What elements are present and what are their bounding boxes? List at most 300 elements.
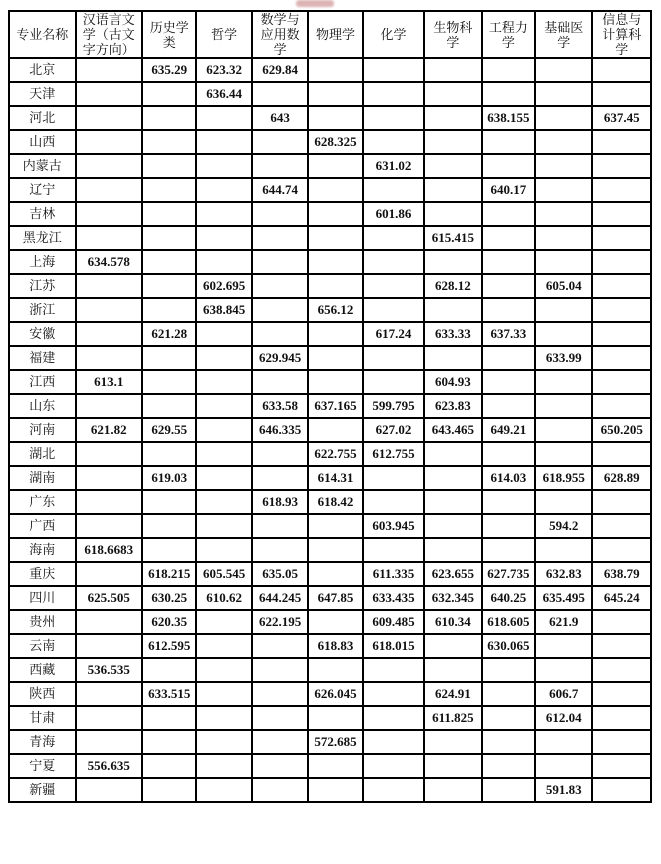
score-cell: [252, 778, 308, 802]
province-cell: 天津: [9, 82, 76, 106]
score-cell: [424, 250, 481, 274]
score-cell: 630.065: [482, 634, 535, 658]
province-cell: 陕西: [9, 682, 76, 706]
score-cell: [535, 226, 592, 250]
score-cell: 611.825: [424, 706, 481, 730]
score-cell: [76, 298, 143, 322]
score-cell: [535, 634, 592, 658]
score-cell: 629.945: [252, 346, 308, 370]
score-cell: [196, 490, 251, 514]
score-cell: [535, 250, 592, 274]
score-cell: 625.505: [76, 586, 143, 610]
province-cell: 山西: [9, 130, 76, 154]
score-cell: [535, 58, 592, 82]
score-cell: 621.82: [76, 418, 143, 442]
table-row: [9, 82, 651, 106]
score-cell: [76, 274, 143, 298]
score-cell: [592, 538, 651, 562]
province-cell: 宁夏: [9, 754, 76, 778]
table-row: [9, 394, 651, 418]
column-header: 化学: [363, 11, 424, 58]
score-cell: 638.845: [196, 298, 251, 322]
table-row: [9, 202, 651, 226]
score-cell: 618.93: [252, 490, 308, 514]
score-cell: [252, 706, 308, 730]
table-row: [9, 538, 651, 562]
score-cell: [424, 514, 481, 538]
score-cell: [252, 754, 308, 778]
score-cell: 644.74: [252, 178, 308, 202]
province-cell: 北京: [9, 58, 76, 82]
table-row: [9, 658, 651, 682]
score-cell: [592, 682, 651, 706]
province-cell: 河北: [9, 106, 76, 130]
province-cell: 新疆: [9, 778, 76, 802]
score-cell: [482, 250, 535, 274]
score-cell: [308, 346, 362, 370]
province-cell: 河南: [9, 418, 76, 442]
score-cell: 620.35: [142, 610, 196, 634]
province-cell: 辽宁: [9, 178, 76, 202]
province-cell: 内蒙古: [9, 154, 76, 178]
score-cell: 643: [252, 106, 308, 130]
score-cell: 594.2: [535, 514, 592, 538]
province-cell: 贵州: [9, 610, 76, 634]
score-cell: [592, 514, 651, 538]
table-row: [9, 514, 651, 538]
province-cell: 甘肃: [9, 706, 76, 730]
column-header: 数学与应用数学: [252, 11, 308, 58]
province-cell: 浙江: [9, 298, 76, 322]
score-cell: [76, 466, 143, 490]
score-cell: [196, 202, 251, 226]
score-cell: [252, 154, 308, 178]
score-cell: 635.495: [535, 586, 592, 610]
table-row: [9, 586, 651, 610]
table-row: [9, 562, 651, 586]
table-row: [9, 130, 651, 154]
score-cell: [424, 82, 481, 106]
score-cell: [196, 370, 251, 394]
column-header: 历史学类: [142, 11, 196, 58]
table-row: [9, 778, 651, 802]
score-cell: [535, 202, 592, 226]
score-cell: [196, 106, 251, 130]
score-cell: [482, 226, 535, 250]
score-cell: 614.31: [308, 466, 362, 490]
score-cell: 631.02: [363, 154, 424, 178]
score-cell: [308, 322, 362, 346]
column-header: 生物科学: [424, 11, 481, 58]
score-cell: [308, 658, 362, 682]
province-cell: 云南: [9, 634, 76, 658]
score-cell: [592, 370, 651, 394]
score-cell: [196, 130, 251, 154]
score-cell: [424, 466, 481, 490]
red-smudge-artifact: [296, 0, 334, 7]
province-cell: 上海: [9, 250, 76, 274]
province-cell: 安徽: [9, 322, 76, 346]
score-cell: [308, 514, 362, 538]
score-cell: 623.655: [424, 562, 481, 586]
score-cell: [308, 274, 362, 298]
score-cell: 609.485: [363, 610, 424, 634]
score-cell: [252, 682, 308, 706]
score-cell: [76, 58, 143, 82]
score-cell: [142, 226, 196, 250]
score-cell: [308, 754, 362, 778]
province-cell: 山东: [9, 394, 76, 418]
score-cell: [482, 394, 535, 418]
score-cell: [592, 634, 651, 658]
score-cell: [196, 250, 251, 274]
score-cell: 610.34: [424, 610, 481, 634]
table-row: [9, 610, 651, 634]
score-cell: [142, 178, 196, 202]
score-cell: 610.62: [196, 586, 251, 610]
score-cell: 617.24: [363, 322, 424, 346]
score-cell: [592, 226, 651, 250]
table-row: [9, 58, 651, 82]
score-cell: [535, 106, 592, 130]
score-cell: [76, 490, 143, 514]
score-cell: [592, 274, 651, 298]
score-cell: 633.33: [424, 322, 481, 346]
table-row: [9, 490, 651, 514]
province-cell: 海南: [9, 538, 76, 562]
score-cell: [424, 778, 481, 802]
score-cell: [363, 682, 424, 706]
score-cell: [424, 130, 481, 154]
score-cell: [308, 178, 362, 202]
column-header: 汉语言文学（古文字方向）: [76, 11, 143, 58]
score-cell: 644.245: [252, 586, 308, 610]
score-cell: [196, 322, 251, 346]
score-cell: [592, 442, 651, 466]
score-cell: [363, 250, 424, 274]
score-cell: [308, 538, 362, 562]
score-cell: [535, 370, 592, 394]
score-cell: [482, 658, 535, 682]
score-cell: [252, 322, 308, 346]
province-cell: 重庆: [9, 562, 76, 586]
score-cell: [482, 154, 535, 178]
score-cell: [482, 514, 535, 538]
score-cell: [142, 250, 196, 274]
score-cell: 629.55: [142, 418, 196, 442]
score-cell: 624.91: [424, 682, 481, 706]
score-cell: [252, 82, 308, 106]
table-row: [9, 346, 651, 370]
score-cell: 645.24: [592, 586, 651, 610]
score-cell: [308, 706, 362, 730]
score-cell: [142, 514, 196, 538]
score-cell: [592, 754, 651, 778]
score-cell: [592, 346, 651, 370]
score-cell: [196, 418, 251, 442]
score-cell: [196, 154, 251, 178]
score-cell: [592, 706, 651, 730]
score-cell: 635.29: [142, 58, 196, 82]
score-cell: 601.86: [363, 202, 424, 226]
score-cell: [142, 442, 196, 466]
score-cell: [142, 130, 196, 154]
score-cell: 630.25: [142, 586, 196, 610]
score-cell: 599.795: [363, 394, 424, 418]
score-cell: [76, 346, 143, 370]
score-cell: 628.89: [592, 466, 651, 490]
score-cell: [76, 394, 143, 418]
score-cell: 623.32: [196, 58, 251, 82]
province-cell: 江西: [9, 370, 76, 394]
table-row: [9, 418, 651, 442]
score-cell: 605.545: [196, 562, 251, 586]
score-cell: [196, 538, 251, 562]
score-cell: [142, 202, 196, 226]
score-cell: 638.155: [482, 106, 535, 130]
score-cell: [592, 490, 651, 514]
score-cell: 637.33: [482, 322, 535, 346]
table-row: [9, 106, 651, 130]
score-cell: [363, 538, 424, 562]
score-cell: [482, 130, 535, 154]
score-cell: [592, 250, 651, 274]
score-cell: [196, 706, 251, 730]
province-cell: 吉林: [9, 202, 76, 226]
score-cell: [363, 658, 424, 682]
score-cell: [142, 274, 196, 298]
score-cell: 628.12: [424, 274, 481, 298]
score-cell: [424, 658, 481, 682]
score-cell: [142, 370, 196, 394]
score-cell: [308, 106, 362, 130]
score-cell: [535, 658, 592, 682]
score-cell: [424, 202, 481, 226]
score-cell: [424, 106, 481, 130]
score-cell: 621.9: [535, 610, 592, 634]
table-row: [9, 250, 651, 274]
score-cell: 636.44: [196, 82, 251, 106]
score-cell: [592, 178, 651, 202]
column-header: 哲学: [196, 11, 251, 58]
score-cell: [76, 82, 143, 106]
score-cell: 640.25: [482, 586, 535, 610]
province-cell: 福建: [9, 346, 76, 370]
score-cell: 618.955: [535, 466, 592, 490]
score-cell: [482, 706, 535, 730]
score-cell: [592, 322, 651, 346]
score-cell: [535, 178, 592, 202]
score-cell: [252, 466, 308, 490]
score-cell: [482, 298, 535, 322]
score-cell: [535, 394, 592, 418]
table-row: [9, 442, 651, 466]
score-cell: [308, 418, 362, 442]
score-cell: [76, 778, 143, 802]
score-cell: [196, 754, 251, 778]
score-cell: [482, 82, 535, 106]
score-cell: [424, 58, 481, 82]
score-cell: [142, 298, 196, 322]
score-cell: 606.7: [535, 682, 592, 706]
score-cell: 612.755: [363, 442, 424, 466]
score-cell: [252, 298, 308, 322]
score-cell: [142, 346, 196, 370]
score-cell: [535, 154, 592, 178]
score-cell: [142, 658, 196, 682]
score-cell: [76, 106, 143, 130]
score-cell: [308, 154, 362, 178]
score-cell: 627.735: [482, 562, 535, 586]
table-row: [9, 274, 651, 298]
score-cell: [196, 730, 251, 754]
column-header: 基础医学: [535, 11, 592, 58]
score-cell: [252, 730, 308, 754]
score-cell: [252, 274, 308, 298]
score-cell: [308, 610, 362, 634]
score-cell: [196, 394, 251, 418]
score-cell: [252, 514, 308, 538]
score-cell: [363, 58, 424, 82]
score-cell: [76, 562, 143, 586]
score-cell: [196, 658, 251, 682]
score-cell: 635.05: [252, 562, 308, 586]
score-cell: [592, 202, 651, 226]
score-cell: [196, 178, 251, 202]
score-cell: [592, 82, 651, 106]
score-cell: [363, 706, 424, 730]
score-cell: 633.99: [535, 346, 592, 370]
score-cell: [308, 562, 362, 586]
score-cell: 633.58: [252, 394, 308, 418]
table-row: [9, 706, 651, 730]
province-cell: 广西: [9, 514, 76, 538]
score-cell: 621.28: [142, 322, 196, 346]
score-cell: [308, 370, 362, 394]
table-row: [9, 754, 651, 778]
score-cell: 618.42: [308, 490, 362, 514]
score-cell: 637.165: [308, 394, 362, 418]
score-cell: 614.03: [482, 466, 535, 490]
score-cell: [363, 466, 424, 490]
score-cell: 640.17: [482, 178, 535, 202]
score-cell: [424, 154, 481, 178]
score-cell: [142, 82, 196, 106]
score-cell: [424, 538, 481, 562]
score-cell: 618.215: [142, 562, 196, 586]
score-cell: [196, 778, 251, 802]
score-cell: [482, 778, 535, 802]
score-cell: [592, 610, 651, 634]
score-cell: [535, 130, 592, 154]
province-cell: 黑龙江: [9, 226, 76, 250]
table-row: [9, 730, 651, 754]
score-cell: [535, 730, 592, 754]
score-cell: [535, 82, 592, 106]
score-cell: 602.695: [196, 274, 251, 298]
score-cell: [308, 202, 362, 226]
score-cell: [142, 490, 196, 514]
score-cell: 622.755: [308, 442, 362, 466]
score-cell: [76, 730, 143, 754]
table-row: [9, 226, 651, 250]
score-cell: 637.45: [592, 106, 651, 130]
score-cell: [142, 106, 196, 130]
score-cell: 632.345: [424, 586, 481, 610]
table-row: [9, 634, 651, 658]
column-header: 信息与计算科学: [592, 11, 651, 58]
score-cell: 626.045: [308, 682, 362, 706]
score-cell: [482, 754, 535, 778]
score-cell: [535, 442, 592, 466]
table-row: [9, 298, 651, 322]
score-cell: 615.415: [424, 226, 481, 250]
province-cell: 西藏: [9, 658, 76, 682]
table-row: [9, 466, 651, 490]
score-cell: [363, 490, 424, 514]
score-cell: [142, 730, 196, 754]
score-cell: [76, 514, 143, 538]
score-cell: 604.93: [424, 370, 481, 394]
score-cell: 556.635: [76, 754, 143, 778]
score-cell: [363, 346, 424, 370]
score-cell: [535, 538, 592, 562]
score-cell: 612.595: [142, 634, 196, 658]
score-cell: 591.83: [535, 778, 592, 802]
score-cell: [592, 778, 651, 802]
score-cell: 622.195: [252, 610, 308, 634]
score-cell: [592, 658, 651, 682]
province-cell: 四川: [9, 586, 76, 610]
score-cell: [482, 682, 535, 706]
score-cell: 633.515: [142, 682, 196, 706]
score-cell: [482, 274, 535, 298]
score-cell: 646.335: [252, 418, 308, 442]
score-cell: [482, 538, 535, 562]
score-cell: [76, 682, 143, 706]
score-cell: [482, 730, 535, 754]
score-cell: [76, 442, 143, 466]
score-cell: [482, 490, 535, 514]
column-header: 专业名称: [9, 11, 76, 58]
score-cell: [252, 442, 308, 466]
score-cell: [592, 730, 651, 754]
score-cell: [363, 754, 424, 778]
score-cell: [592, 298, 651, 322]
score-cell: [252, 370, 308, 394]
score-cell: [482, 58, 535, 82]
score-cell: [252, 634, 308, 658]
score-cell: [592, 154, 651, 178]
score-cell: [142, 394, 196, 418]
score-cell: [535, 298, 592, 322]
score-cell: [535, 418, 592, 442]
score-cell: [592, 394, 651, 418]
score-cell: [76, 154, 143, 178]
score-cell: 623.83: [424, 394, 481, 418]
score-cell: [308, 82, 362, 106]
score-cell: [142, 706, 196, 730]
province-cell: 江苏: [9, 274, 76, 298]
province-cell: 广东: [9, 490, 76, 514]
score-cell: 572.685: [308, 730, 362, 754]
score-cell: [482, 370, 535, 394]
score-cell: [308, 250, 362, 274]
admission-scores-table: [8, 10, 652, 803]
score-cell: 603.945: [363, 514, 424, 538]
score-cell: [363, 298, 424, 322]
score-cell: 618.83: [308, 634, 362, 658]
